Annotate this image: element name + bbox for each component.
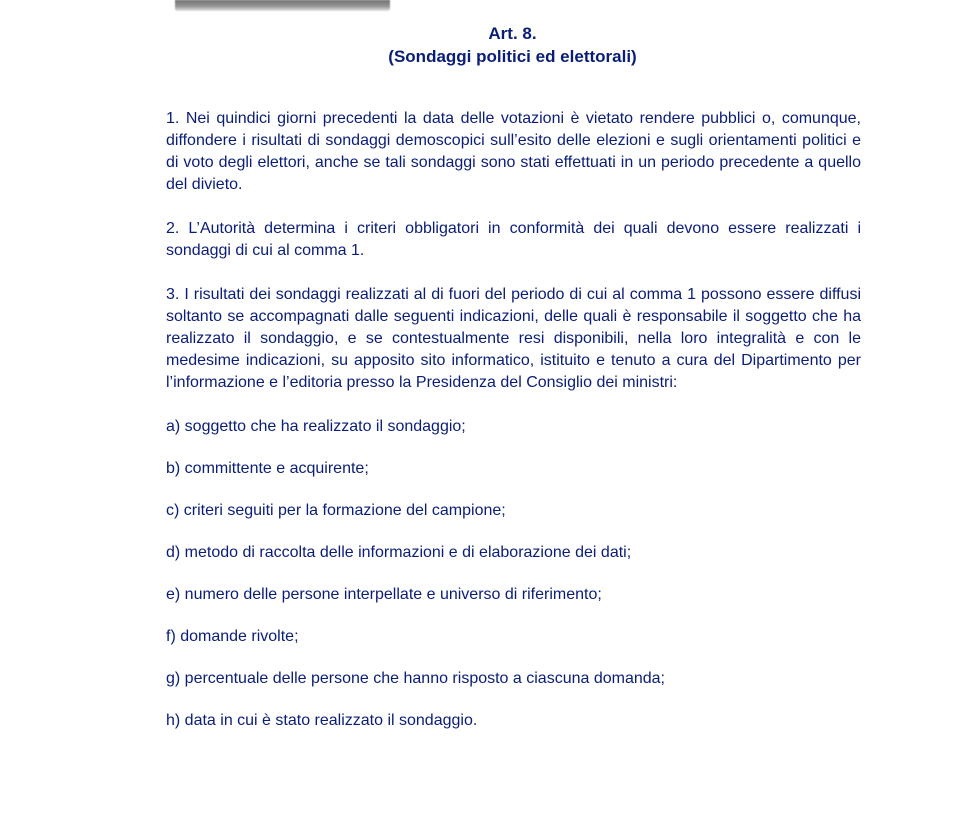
list-item: b) committente e acquirente; xyxy=(166,460,369,477)
list-item: d) metodo di raccolta delle informazioni e di elaborazione dei dati; xyxy=(166,544,632,561)
list-item: g) percentuale delle persone che hanno risposto a ciascuna domanda; xyxy=(166,670,665,687)
list-item: a) soggetto che ha realizzato il sondaggio; xyxy=(166,418,466,435)
list-item: f) domande rivolte; xyxy=(166,628,299,645)
article-header xyxy=(150,22,875,68)
article-body xyxy=(166,108,861,730)
paragraph-3: 3. I risultati dei sondaggi realizzati al di fuori del periodo di cui al comma 1 possono essere diffusi soltanto se accompagnati dalle seguenti indicazioni, delle quali è responsabile il soggetto che ha realizzato il sondaggio, e se contestualmente resi disponibili, nella loro integralità e con le medesime indicazioni, su apposito sito informatico, istituito e tenuto a cura del Dipartimento per l’informazione e l’editoria presso la Presidenza del Consiglio dei ministri: xyxy=(166,286,861,391)
top-edge-bar xyxy=(175,0,390,11)
article-number: Art. 8. xyxy=(488,24,537,43)
indications-list xyxy=(166,416,861,730)
paragraph-2: 2. L’Autorità determina i criteri obbligatori in conformità dei quali devono essere realizzati i sondaggi di cui al comma 1. xyxy=(166,220,861,259)
list-item: e) numero delle persone interpellate e universo di riferimento; xyxy=(166,586,602,603)
article-title: (Sondaggi politici ed elettorali) xyxy=(388,47,637,66)
paragraph-1: 1. Nei quindici giorni precedenti la data delle votazioni è vietato rendere pubblici o, comunque, diffondere i risultati di sondaggi demoscopici sull’esito delle elezioni e sugli orientamenti politici e di voto degli elettori, anche se tali sondaggi sono stati effettuati in un periodo precedente a quello del divieto. xyxy=(166,110,861,193)
list-item: h) data in cui è stato realizzato il sondaggio. xyxy=(166,712,478,729)
list-item: c) criteri seguiti per la formazione del campione; xyxy=(166,502,506,519)
